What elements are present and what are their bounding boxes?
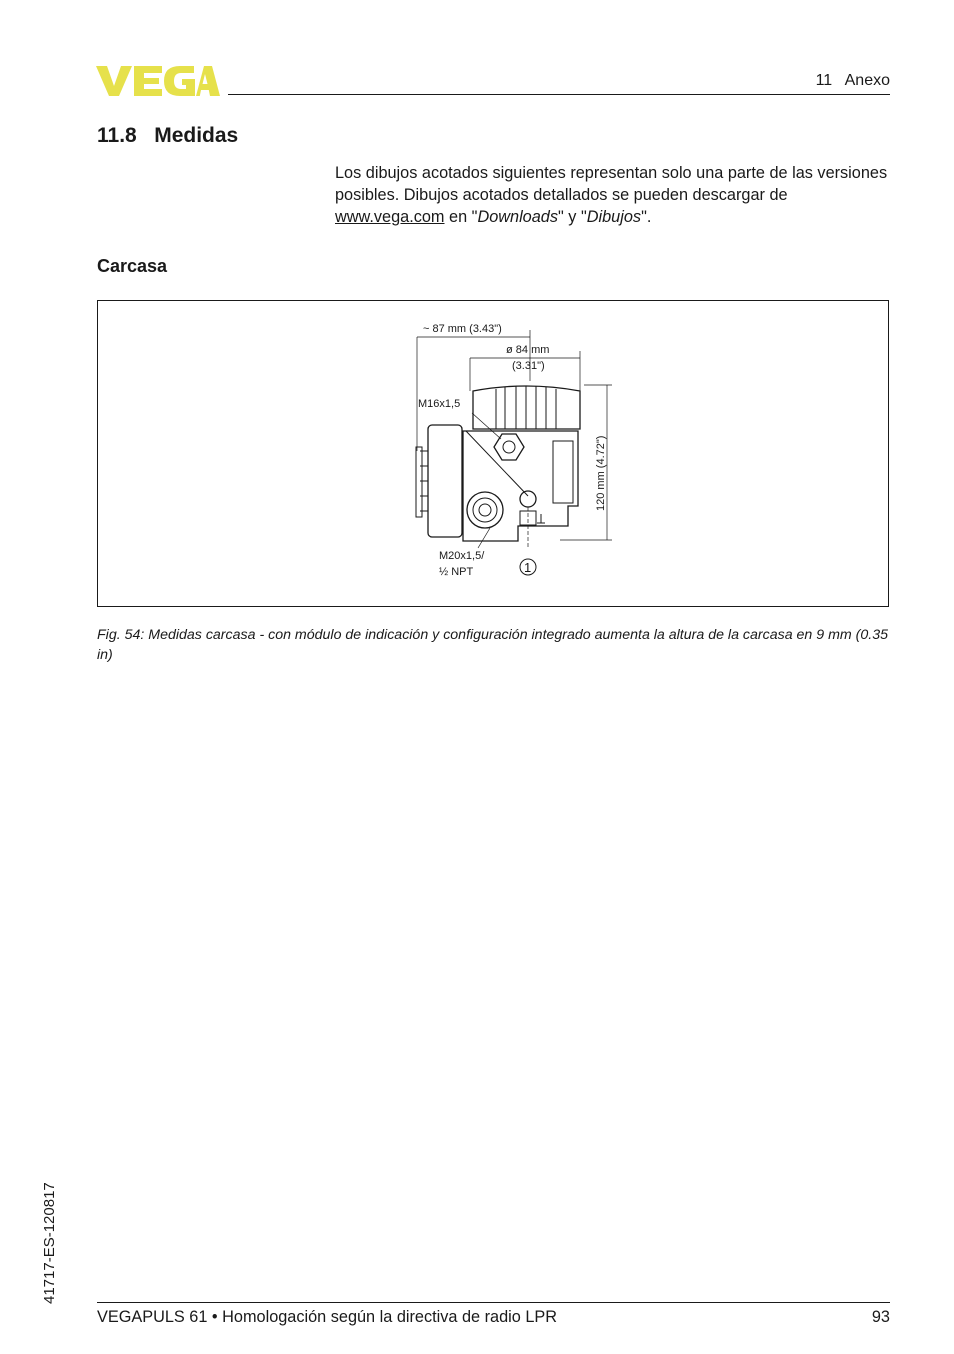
m20-leader bbox=[478, 528, 490, 548]
page-number: 93 bbox=[871, 1308, 890, 1326]
header-section-label: 11 Anexo bbox=[815, 72, 890, 89]
gland-m16-core bbox=[503, 441, 515, 453]
side-cover-edge bbox=[416, 447, 422, 517]
document-code: 41717-ES-120817 bbox=[41, 1182, 58, 1304]
dibujos-term: Dibujos bbox=[586, 208, 642, 226]
body-diagonal bbox=[466, 431, 528, 496]
pressure-compensation bbox=[520, 491, 536, 507]
m16-leader bbox=[472, 413, 501, 439]
downloads-term: Downloads bbox=[477, 208, 558, 226]
section-title: 11.8 Medidas bbox=[97, 124, 239, 147]
vega-link[interactable]: www.vega.com bbox=[335, 208, 445, 226]
intro-text-end: ". bbox=[641, 208, 652, 226]
intro-text-before: Los dibujos acotados siguientes representan solo una parte de las versiones posibles. Dibujos acotados detallados se pueden descargar de bbox=[335, 164, 888, 204]
dim-width-label: ~ 87 mm (3.43") bbox=[423, 323, 502, 335]
housing-dimension-figure bbox=[97, 300, 889, 607]
dim-diameter-inch: (3.31") bbox=[512, 360, 545, 372]
footer-rule bbox=[97, 1302, 890, 1303]
gland-m20-core bbox=[479, 504, 491, 516]
figure-caption: Fig. 54: Medidas carcasa - con módulo de indicación y configuración integrado aumenta la altura de la carcasa en 9 mm (0.35 in) bbox=[97, 627, 888, 663]
intro-paragraph bbox=[335, 162, 891, 228]
dim-height-label: 120 mm (4.72") bbox=[595, 435, 607, 511]
intro-text-mid2: " y " bbox=[558, 208, 587, 226]
gland-m16-hex bbox=[494, 434, 524, 460]
intro-text-mid1: en " bbox=[444, 208, 478, 226]
thread-m16-label: M16x1,5 bbox=[418, 398, 461, 410]
gland-m20-outer bbox=[467, 492, 503, 528]
footer-document-title: VEGAPULS 61 • Homologación según la directiva de radio LPR bbox=[97, 1308, 558, 1326]
dim-diameter-label: ø 84 mm bbox=[506, 344, 550, 356]
vega-logo bbox=[96, 62, 220, 100]
thread-npt-label: ½ NPT bbox=[439, 566, 474, 578]
vega-logo-graphic bbox=[96, 62, 220, 100]
housing-drawing bbox=[98, 301, 888, 606]
callout-number: 1 bbox=[524, 560, 532, 575]
gland-m20-mid bbox=[473, 498, 497, 522]
side-cover bbox=[428, 425, 462, 537]
thread-m20-label: M20x1,5/ bbox=[439, 550, 485, 562]
header-rule bbox=[228, 94, 890, 95]
subsection-title: Carcasa bbox=[97, 256, 168, 276]
body-side-block bbox=[553, 441, 573, 503]
